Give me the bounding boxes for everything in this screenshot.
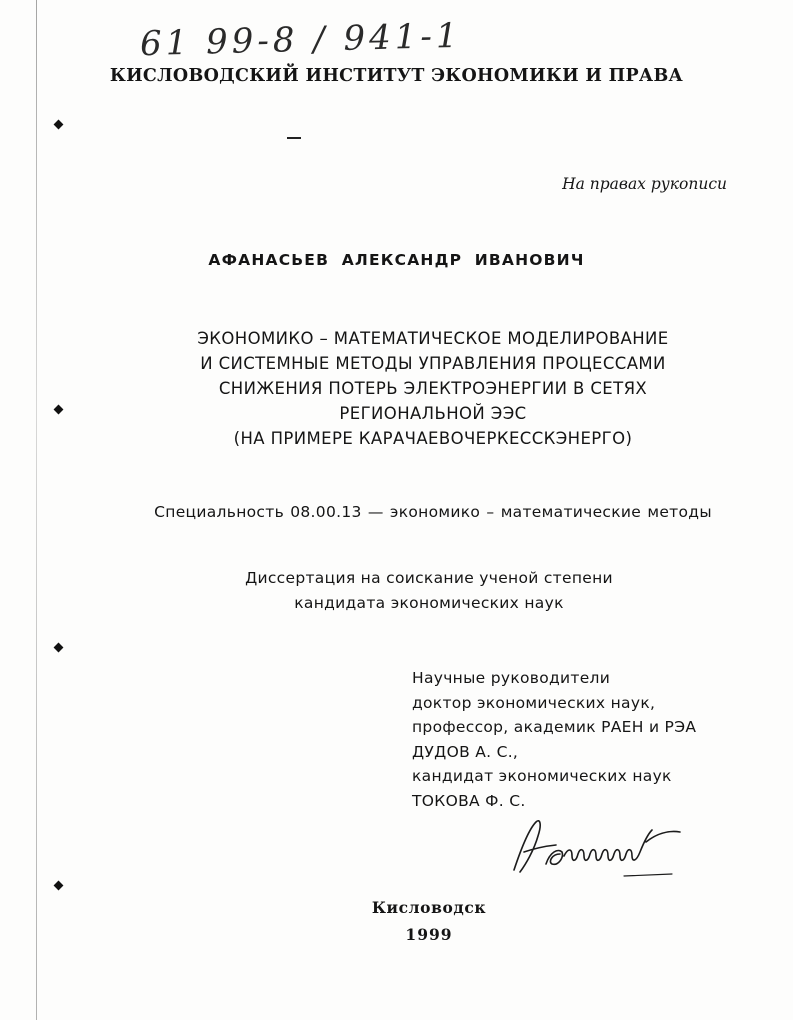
supervisors-line: доктор экономических наук, [412,693,656,712]
supervisors-line: кандидат экономических наук [412,767,672,785]
degree-line: кандидата экономических наук [294,594,564,612]
supervisors-line: Научные руководители [412,669,611,687]
year: 1999 [405,925,453,944]
rights-note: На правах рукописи [562,175,727,193]
handwritten-archive-code: 61 99-8 / 941-1 [139,15,463,65]
degree-line: Диссертация на соискание ученой степени [245,569,613,587]
supervisors-line: ДУДОВ А. С., [412,742,519,761]
scan-artifact [287,137,301,139]
title-line: РЕГИОНАЛЬНОЙ ЭЭС [339,404,527,423]
supervisors-line: профессор, академик РАЕН и РЭА [412,718,697,736]
hole-punch-mark [54,120,64,130]
title-line: ЭКОНОМИКО – МАТЕМАТИЧЕСКОЕ МОДЕЛИРОВАНИЕ [197,329,669,348]
institute-name: КИСЛОВОДСКИЙ ИНСТИТУТ ЭКОНОМИКИ И ПРАВА [109,66,684,86]
city: Кисловодск [371,898,487,917]
supervisors-line: ТОКОВА Ф. С. [412,791,526,810]
dissertation-title [0,326,793,451]
title-line: СНИЖЕНИЯ ПОТЕРЬ ЭЛЕКТРОЭНЕРГИИ В СЕТЯХ [218,379,648,398]
author-signature [506,812,696,882]
hole-punch-mark [54,643,64,653]
hole-punch-mark [54,881,64,891]
author-name: АФАНАСЬЕВ АЛЕКСАНДР ИВАНОВИЧ [208,251,585,269]
title-line: И СИСТЕМНЫЕ МЕТОДЫ УПРАВЛЕНИЯ ПРОЦЕССАМИ [200,354,666,373]
specialty-line: Специальность 08.00.13 — экономико – математические методы [154,503,712,521]
title-line: (НА ПРИМЕРЕ КАРАЧАЕВОЧЕРКЕССКЭНЕРГО) [233,429,633,448]
supervisors-block [412,666,696,813]
degree-statement [0,566,793,616]
